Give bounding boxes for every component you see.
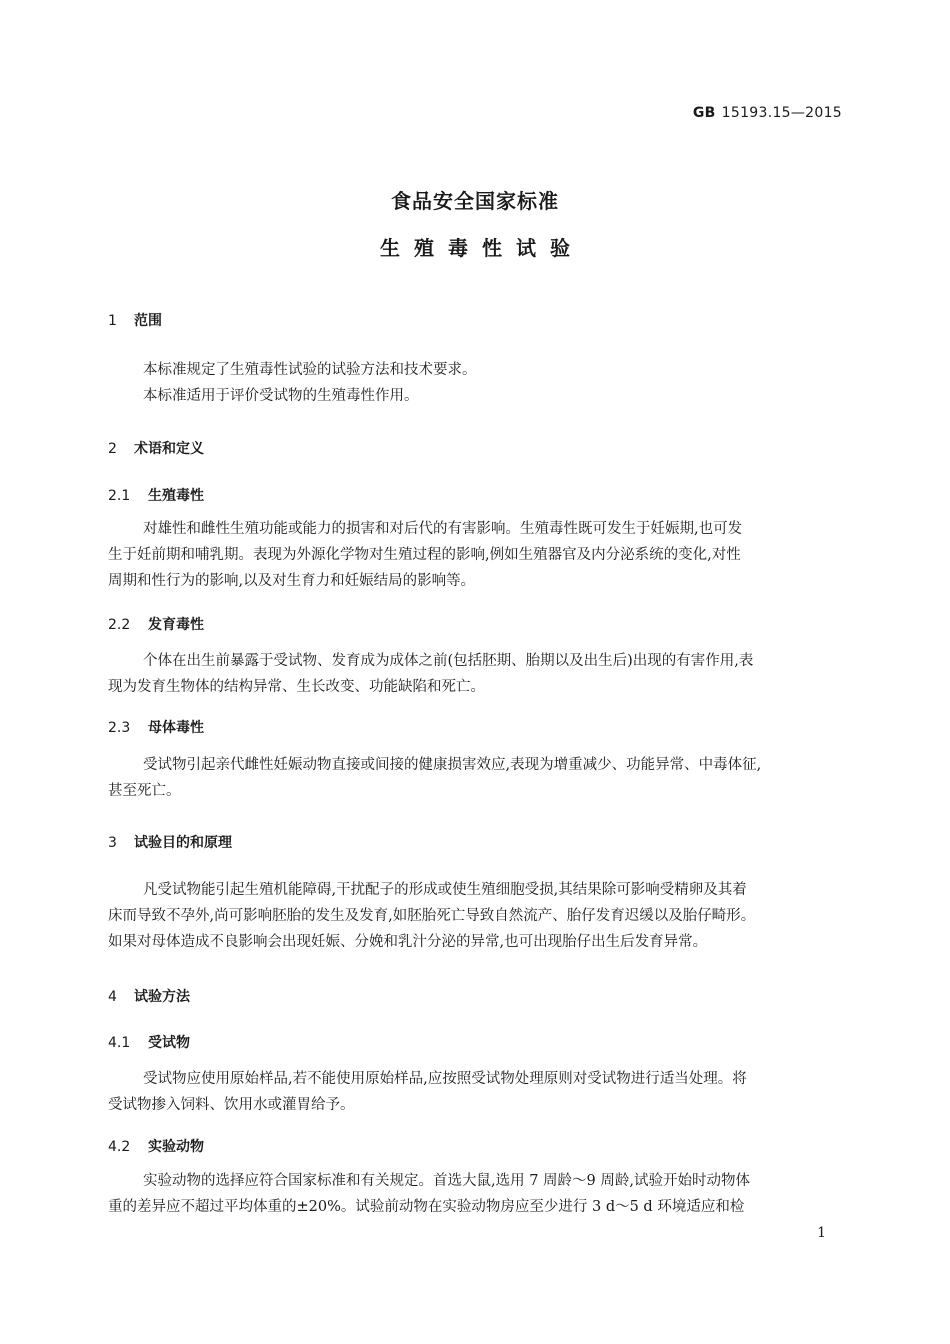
section-heading-4 [108,986,190,1006]
standard-number: 15193.15—2015 [721,105,842,121]
subsection-heading-2-1 [108,485,204,505]
paragraph-line: 实验动物的选择应符合国家标准和有关规定。首选大鼠,选用 7 周龄～9 周龄,试验开始时动物体 [143,1173,750,1189]
page-number: 1 [817,1225,826,1241]
subsection-heading-2-3 [108,717,204,737]
section-title: 术语和定义 [134,441,204,457]
section-number: 1 [108,313,117,329]
document-title-main: 食品安全国家标准 [391,189,559,213]
section-title: 试验目的和原理 [134,835,232,851]
subsection-2-2-paragraph [108,648,844,700]
subsection-number: 2.2 [108,617,131,633]
subsection-title: 实验动物 [148,1139,204,1155]
section-1-paragraph [108,357,844,409]
standard-code [693,105,842,121]
paragraph-line: 本标准规定了生殖毒性试验的试验方法和技术要求。 [143,362,477,378]
subsection-number: 2.3 [108,720,131,736]
section-heading-2 [108,438,204,458]
paragraph-line: 受试物应使用原始样品,若不能使用原始样品,应按照受试物处理原则对受试物进行适当处理。将 [143,1071,747,1087]
subsection-title: 受试物 [148,1035,190,1051]
paragraph-line: 如果对母体造成不良影响会出现妊娠、分娩和乳汁分泌的异常,也可出现胎仔出生后发育异常。 [108,934,708,950]
section-3-paragraph [108,877,844,955]
paragraph-line: 周期和性行为的影响,以及对生育力和妊娠结局的影响等。 [108,573,476,589]
paragraph-line: 受试物掺入饲料、饮用水或灌胃给予。 [108,1097,355,1113]
section-heading-1 [108,310,162,330]
paragraph-line: 生于妊前期和哺乳期。表现为外源化学物对生殖过程的影响,例如生殖器官及内分泌系统的变化,对性 [108,547,741,563]
section-title: 试验方法 [134,989,190,1005]
subsection-heading-4-1 [108,1032,190,1052]
subsection-number: 4.2 [108,1139,131,1155]
section-number: 2 [108,441,117,457]
paragraph-line: 对雄性和雌性生殖功能或能力的损害和对后代的有害影响。生殖毒性既可发生于妊娠期,也可发 [143,521,743,537]
paragraph-line: 凡受试物能引起生殖机能障碍,干扰配子的形成或使生殖细胞受损,其结果除可影响受精卵及其着 [143,882,747,898]
standard-prefix: GB [692,105,716,121]
subsection-number: 4.1 [108,1035,131,1051]
subsection-4-1-paragraph [108,1066,844,1118]
section-heading-3 [108,832,232,852]
subsection-4-2-paragraph [108,1168,844,1220]
paragraph-line: 受试物引起亲代雌性妊娠动物直接或间接的健康损害效应,表现为增重减少、功能异常、中毒体征, [143,757,762,773]
section-number: 3 [108,835,117,851]
subsection-2-3-paragraph [108,752,844,804]
subsection-heading-2-2 [108,614,204,634]
subsection-title: 发育毒性 [148,617,204,633]
subsection-title: 生殖毒性 [148,488,204,504]
paragraph-line: 本标准适用于评价受试物的生殖毒性作用。 [143,388,419,404]
document-title-sub: 生殖毒性试验 [380,236,584,260]
subsection-number: 2.1 [108,488,131,504]
section-number: 4 [108,989,117,1005]
paragraph-line: 现为发育生物体的结构异常、生长改变、功能缺陷和死亡。 [108,679,485,695]
section-title: 范围 [134,313,162,329]
subsection-title: 母体毒性 [148,720,204,736]
paragraph-line: 床而导致不孕外,尚可影响胚胎的发生及发育,如胚胎死亡导致自然流产、胎仔发育迟缓以及胎仔畸形。 [108,908,756,924]
paragraph-line: 甚至死亡。 [108,783,181,799]
paragraph-line: 重的差异应不超过平均体重的±20%。试验前动物在实验动物房应至少进行 3 d～5 d 环境适应和检 [108,1199,745,1215]
subsection-2-1-paragraph [108,516,844,594]
subsection-heading-4-2 [108,1136,204,1156]
paragraph-line: 个体在出生前暴露于受试物、发育成为成体之前(包括胚期、胎期以及出生后)出现的有害作用,表 [143,653,754,669]
